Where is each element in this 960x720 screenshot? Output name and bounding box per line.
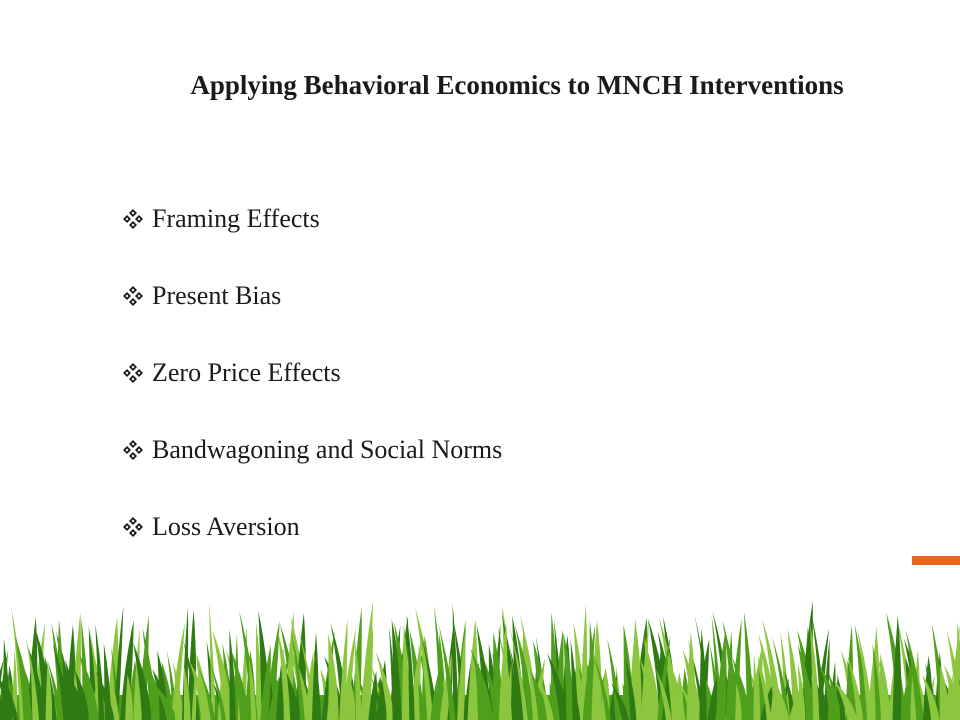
bullet-text: Present Bias [152,281,282,310]
bullet-item [122,431,502,469]
bullet-text: Loss Aversion [152,512,300,541]
four-diamond-bullet-icon [122,516,144,538]
bullet-item [122,200,502,238]
slide-title: Applying Behavioral Economics to MNCH Interventions [190,70,844,100]
four-diamond-bullet-icon [122,439,144,461]
bullet-text: Bandwagoning and Social Norms [152,435,503,464]
grass-border-image [0,600,960,720]
bullet-text: Framing Effects [152,204,320,233]
bullet-item [122,277,502,315]
bullet-item [122,508,502,546]
four-diamond-bullet-icon [122,208,144,230]
bullet-text: Zero Price Effects [152,358,341,387]
bullet-list [122,200,502,585]
bullet-item [122,354,502,392]
accent-bar [912,556,960,565]
four-diamond-bullet-icon [122,285,144,307]
four-diamond-bullet-icon [122,362,144,384]
grass-blade [229,629,235,720]
